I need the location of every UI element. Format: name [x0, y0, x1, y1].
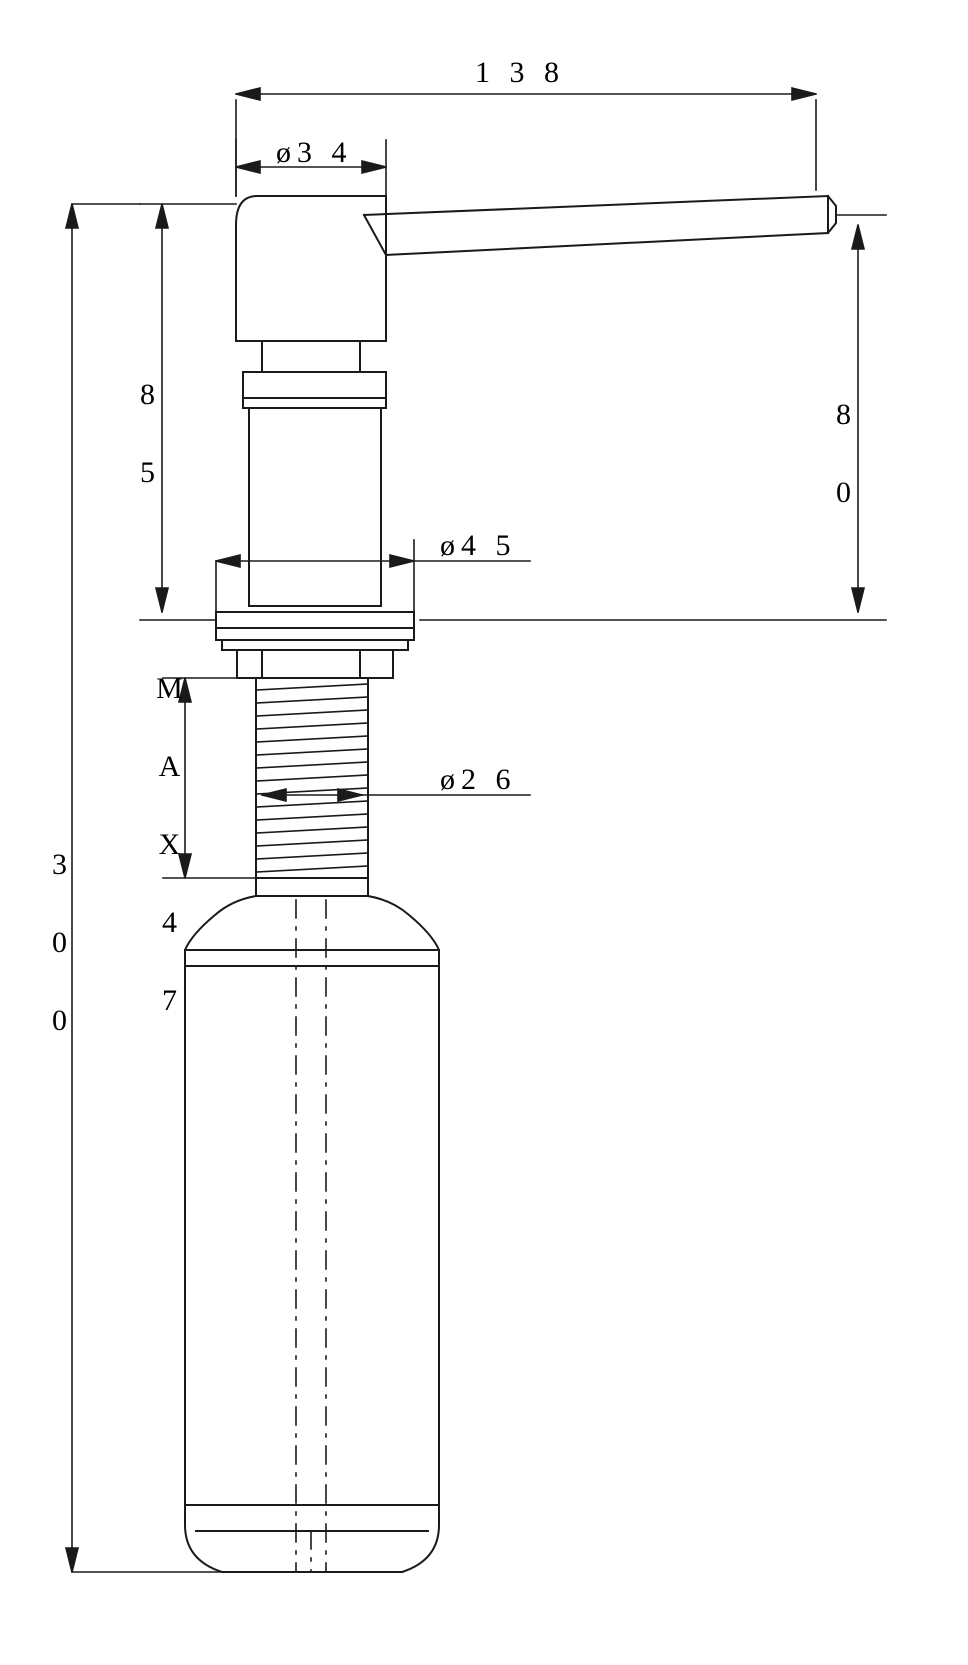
- pump-head-outline: [236, 196, 386, 341]
- bottle-shoulder-outline: [185, 896, 439, 966]
- bottle-bottom-outline: [185, 1505, 439, 1572]
- spout-arm-outline: [364, 196, 836, 255]
- dimension-label-pump-height: 8 5: [131, 378, 164, 495]
- bottle-body-outline: [185, 966, 439, 1505]
- thread-hatching: [256, 684, 368, 872]
- dimension-label-total-height: 3 0 0: [43, 848, 76, 1043]
- dip-tube-centerlines: [296, 900, 326, 1572]
- shank-base-outline: [256, 878, 368, 896]
- dimension-label-max-thread-length: M A X 4 7: [153, 672, 186, 1023]
- hex-nut-outline: [237, 650, 393, 678]
- dimension-label-overall-length: 1 3 8: [475, 56, 565, 89]
- dimension-label-head-diameter: ø3 4: [276, 136, 353, 169]
- dimension-label-thread-diameter: ø2 6: [440, 763, 517, 796]
- dimension-label-spout-height: 8 0: [827, 398, 860, 515]
- flange-collar-outline: [216, 612, 414, 650]
- dimension-label-flange-diameter: ø4 5: [440, 529, 517, 562]
- upper-barrel-outline: [243, 372, 386, 606]
- pump-neck-outline: [262, 341, 360, 372]
